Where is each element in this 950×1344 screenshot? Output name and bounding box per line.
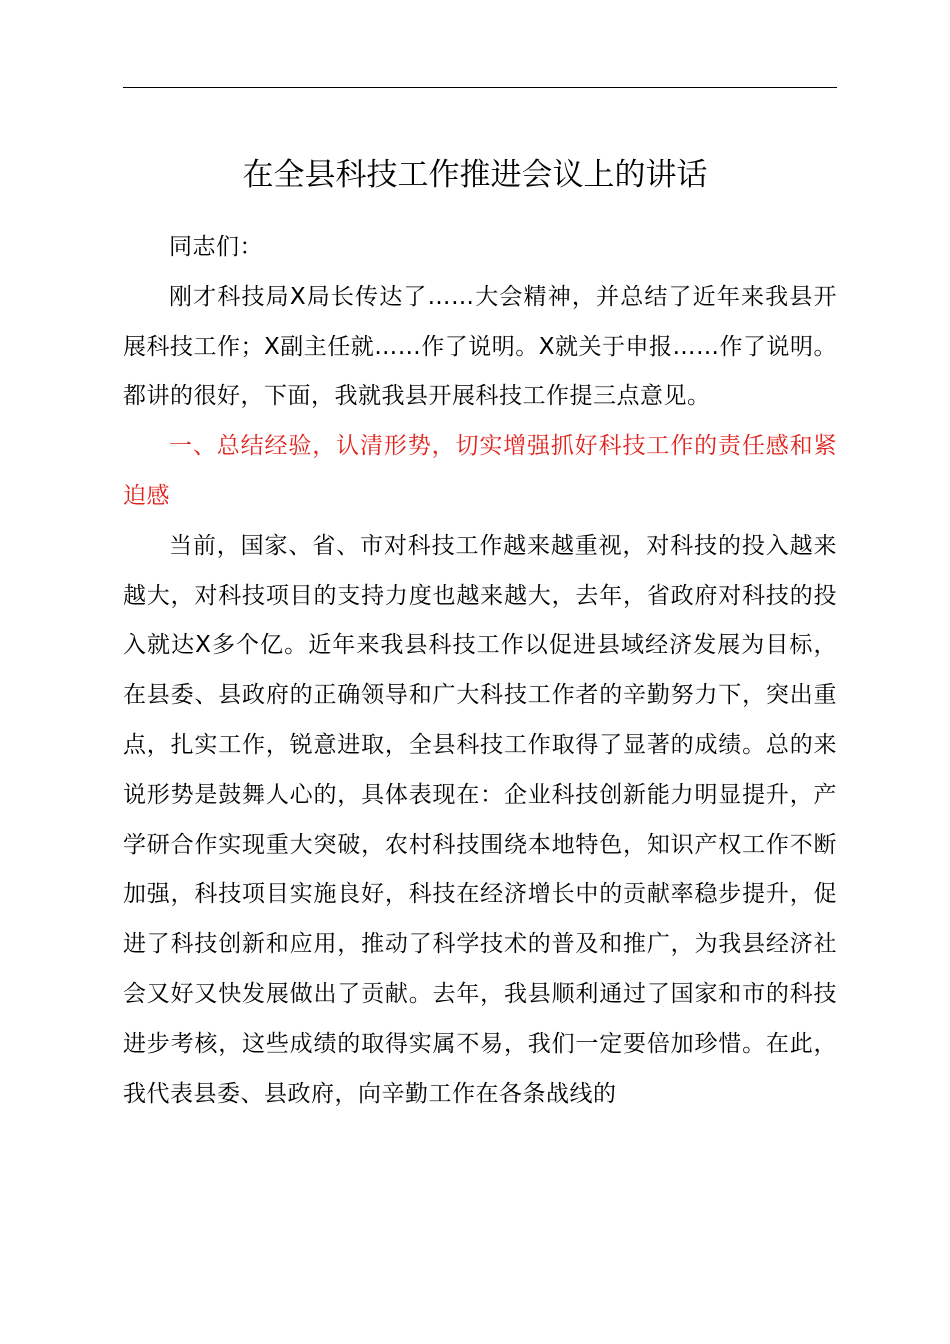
section-heading-1: 一、总结经验，认清形势，切实增强抓好科技工作的责任感和紧迫感 (123, 433, 837, 509)
intro-paragraph: 刚才科技局X局长传达了……大会精神，并总结了近年来我县开展科技工作；X副主任就……作了说明。X就关于申报……作了说明。都讲的很好，下面，我就我县开展科技工作提三点意见。 (123, 283, 838, 410)
section-1-paragraph: 当前，国家、省、市对科技工作越来越重视，对科技的投入越来越大，对科技项目的支持力度也越来越大，去年，省政府对科技的投入就达X多个亿。近年来我县科技工作以促进县域经济发展为目标，在县委、县政府的正确领导和广大科技工作者的辛勤努力下，突出重点，扎实工作，锐意进取，全县科技工作取得了显著的成绩。总的来说形势是鼓舞人心的，具体表现在：企业科技创新能力明显提升，产学研合作实现重大突破，农村科技围绕本地特色，知识产权工作不断加强，科技项目实施良好，科技在经济增长中的贡献率稳步提升，促进了科技创新和应用，推动了科学技术的普及和推广，为我县经济社会又好又快发展做出了贡献。去年，我县顺利通过了国家和市的科技进步考核，这些成绩的取得实属不易，我们一定要倍加珍惜。在此，我代表县委、县政府，向辛勤工作在各条战线的 (123, 532, 837, 1107)
header-rule (123, 87, 837, 88)
document-body (123, 223, 837, 1119)
salutation: 同志们： (169, 234, 263, 260)
document-title: 在全县科技工作推进会议上的讲话 (242, 157, 708, 193)
